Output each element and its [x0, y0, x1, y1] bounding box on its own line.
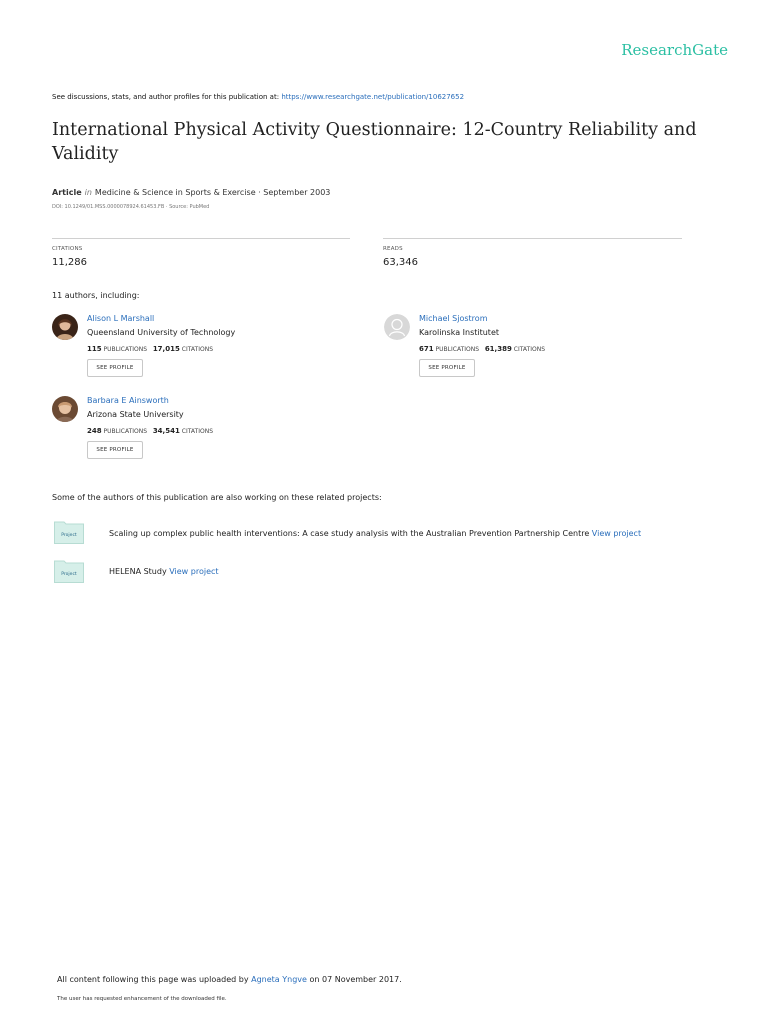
see-profile-button[interactable]: SEE PROFILE — [419, 359, 475, 377]
publications-label: PUBLICATIONS — [103, 428, 148, 435]
see-profile-button[interactable]: SEE PROFILE — [87, 441, 143, 459]
citations-label: CITATIONS — [181, 346, 214, 353]
author-name-link[interactable]: Michael Sjostrom — [419, 314, 488, 323]
author-stats — [87, 345, 213, 353]
reads-value: 63,346 — [383, 257, 418, 268]
reads-label: READS — [383, 246, 403, 252]
projects-heading: Some of the authors of this publication are also working on these related projects: — [52, 493, 382, 502]
folder-label: Project — [61, 533, 77, 538]
publications-label: PUBLICATIONS — [103, 346, 148, 353]
authors-heading: 11 authors, including: — [52, 291, 140, 300]
uploader-link[interactable]: Agneta Yngve — [251, 975, 307, 984]
citations-count: 17,015 — [152, 345, 180, 353]
upload-notice — [57, 975, 402, 984]
folder-icon — [54, 520, 84, 542]
citations-label: CITATIONS — [181, 428, 214, 435]
see-profile-button[interactable]: SEE PROFILE — [87, 359, 143, 377]
upload-suffix: on 07 November 2017. — [306, 975, 402, 984]
project-item — [109, 529, 641, 538]
citations-count: 61,389 — [484, 345, 512, 353]
author-card — [52, 396, 352, 466]
discussion-line — [52, 93, 464, 101]
publication-meta — [52, 188, 330, 197]
in-word: in — [84, 188, 92, 197]
citations-value: 11,286 — [52, 257, 87, 268]
discussion-text: See discussions, stats, and author profiles for this publication at: — [52, 93, 282, 101]
avatar[interactable] — [384, 314, 410, 340]
citations-count: 34,541 — [152, 427, 180, 435]
author-card — [52, 314, 352, 384]
author-institution: Karolinska Institutet — [419, 328, 499, 337]
publication-type: Article — [52, 188, 82, 197]
author-stats — [87, 427, 213, 435]
avatar[interactable] — [52, 396, 78, 422]
project-title: HELENA Study — [109, 567, 170, 576]
author-photo-icon — [52, 314, 78, 340]
publications-count: 248 — [87, 427, 102, 435]
publication-url-link[interactable]: https://www.researchgate.net/publication/10627652 — [281, 93, 465, 101]
folder-icon — [54, 559, 84, 581]
citations-label: CITATIONS — [52, 246, 83, 252]
view-project-link[interactable]: View project — [169, 567, 219, 576]
doi-line: DOI: 10.1249/01.MSS.0000078924.61453.FB · Source: PubMed — [52, 204, 210, 210]
divider — [52, 238, 350, 239]
project-title: Scaling up complex public health interventions: A case study analysis with the Australian Prevention Partnership Centre — [109, 529, 592, 538]
enhancement-notice: The user has requested enhancement of the downloaded file. — [57, 996, 227, 1002]
project-item — [109, 567, 219, 576]
upload-prefix: All content following this page was uploaded by — [57, 975, 252, 984]
publications-label: PUBLICATIONS — [435, 346, 480, 353]
person-placeholder-icon — [384, 314, 410, 340]
folder-label: Project — [61, 572, 77, 577]
citations-label: CITATIONS — [513, 346, 546, 353]
author-name-link[interactable]: Alison L Marshall — [87, 314, 155, 323]
author-institution: Arizona State University — [87, 410, 184, 419]
researchgate-logo[interactable]: ResearchGate — [621, 41, 728, 59]
author-institution: Queensland University of Technology — [87, 328, 236, 337]
author-stats — [419, 345, 545, 353]
author-name-link[interactable]: Barbara E Ainsworth — [87, 396, 169, 405]
divider — [383, 238, 682, 239]
publications-count: 115 — [87, 345, 102, 353]
journal-info: Medicine & Science in Sports & Exercise · September 2003 — [94, 188, 331, 197]
publication-title: International Physical Activity Questionnaire: 12-Country Reliability and Validity — [52, 120, 697, 164]
author-photo-icon — [52, 396, 78, 422]
view-project-link[interactable]: View project — [591, 529, 642, 538]
publications-count: 671 — [419, 345, 434, 353]
avatar[interactable] — [52, 314, 78, 340]
author-card — [384, 314, 684, 384]
